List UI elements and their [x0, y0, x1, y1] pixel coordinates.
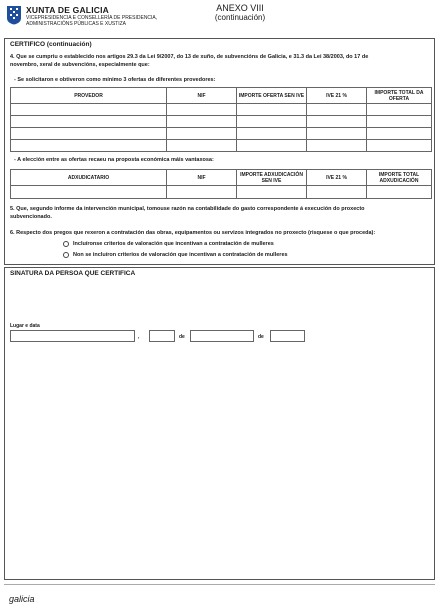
award-header-awardee: ADXUDICATARIO	[11, 170, 167, 186]
comma-separator: ,	[138, 334, 140, 340]
table-cell[interactable]	[167, 186, 237, 199]
annex-subtitle: (continuación)	[214, 13, 266, 22]
table-cell[interactable]	[367, 186, 432, 199]
table-row	[11, 104, 432, 116]
table-cell[interactable]	[11, 128, 167, 140]
table-cell[interactable]	[307, 104, 367, 116]
award-intro: - A elección entre as ofertas recaeu na proposta económica máis vantaxosa:	[14, 157, 214, 163]
de-label-1: de	[179, 334, 185, 340]
offers-intro: - Se solicitaron e obtiveron como mínimo 3 ofertas de diferentes provedores:	[14, 77, 216, 83]
offers-header-provider: PROVEDOR	[11, 88, 167, 104]
table-cell[interactable]	[307, 116, 367, 128]
org-name: XUNTA DE GALICIA	[26, 5, 110, 15]
table-row	[11, 116, 432, 128]
de-label-2: de	[258, 334, 264, 340]
table-cell[interactable]	[167, 104, 237, 116]
table-cell[interactable]	[11, 186, 167, 199]
table-cell[interactable]	[367, 140, 432, 152]
option-2-radio[interactable]	[63, 252, 69, 258]
annex-title: ANEXO VIII	[216, 3, 264, 13]
xunta-logo-icon	[6, 5, 22, 25]
place-date-label: Lugar e data	[10, 323, 40, 329]
signature-heading: SINATURA DA PERSOA QUE CERTIFICA	[10, 270, 136, 277]
table-cell[interactable]	[167, 140, 237, 152]
year-input[interactable]	[270, 330, 305, 342]
table-cell[interactable]	[237, 140, 307, 152]
offers-header-amount: IMPORTE OFERTA SEN IVE	[237, 88, 307, 104]
table-cell[interactable]	[11, 104, 167, 116]
day-input[interactable]	[149, 330, 175, 342]
table-cell[interactable]	[307, 140, 367, 152]
table-cell[interactable]	[11, 116, 167, 128]
award-table	[10, 169, 432, 199]
place-input[interactable]	[10, 330, 135, 342]
paragraph-5-line-1: 5. Que, segundo informe da intervención municipal, tomouse razón na contabilidade do gasto correspondente á execución do proxecto	[10, 206, 365, 212]
month-input[interactable]	[190, 330, 254, 342]
table-cell[interactable]	[237, 186, 307, 199]
table-cell[interactable]	[167, 116, 237, 128]
table-row	[11, 128, 432, 140]
table-row	[11, 140, 432, 152]
table-cell[interactable]	[237, 128, 307, 140]
offers-header-nif: NIF	[167, 88, 237, 104]
paragraph-4-line-2: novembro, xeral de subvencións, especialmente que:	[10, 62, 150, 68]
offers-header-vat: IVE 21 %	[307, 88, 367, 104]
option-1-label: Incluíronse criterios de valoración que incentivan a contratación de mulleres	[73, 241, 274, 247]
paragraph-5-line-2: subvencionado.	[10, 214, 52, 220]
table-cell[interactable]	[307, 128, 367, 140]
table-cell[interactable]	[11, 140, 167, 152]
paragraph-6: 6. Respecto dos pregos que rexeron a contratación das obras, equipamentos ou servizos integrados no proxecto (risquese o que proceda):	[10, 230, 376, 236]
footer-divider	[4, 584, 435, 585]
offers-header-total: IMPORTE TOTAL DA OFERTA	[367, 88, 432, 104]
table-cell[interactable]	[367, 116, 432, 128]
table-cell[interactable]	[307, 186, 367, 199]
org-department-line-2: ADMINISTRACIÓNS PÚBLICAS E XUSTIZA	[26, 21, 127, 27]
signature-section	[4, 267, 435, 580]
galicia-footer-logo: galicia	[9, 594, 35, 604]
award-header-vat: IVE 21 %	[307, 170, 367, 186]
table-cell[interactable]	[367, 104, 432, 116]
paragraph-4-line-1: 4. Que se cumpriu o establecido nos artigos 29.3 da Lei 9/2007, do 13 de xuño, de subvencións de Galicia, e 31.3 da Lei 38/2003, do 17 de	[10, 54, 369, 60]
paragraph-5	[10, 205, 432, 221]
option-2-label: Non se incluíron criterios de valoración que incentivan a contratación de mulleres	[73, 252, 288, 258]
org-department	[26, 15, 196, 27]
award-header-nif: NIF	[167, 170, 237, 186]
org-department-line-1: VICEPRESIDENCIA E CONSELLERÍA DE PRESIDENCIA,	[26, 15, 158, 21]
table-row	[11, 186, 432, 199]
table-cell[interactable]	[367, 128, 432, 140]
table-cell[interactable]	[237, 116, 307, 128]
award-header-total: IMPORTE TOTAL ADXUDICACIÓN	[367, 170, 432, 186]
offers-table	[10, 87, 432, 152]
option-1-radio[interactable]	[63, 241, 69, 247]
award-header-amount: IMPORTE ADXUDICACIÓN SEN IVE	[237, 170, 307, 186]
certificate-heading: CERTIFICO (continuación)	[10, 41, 92, 48]
table-cell[interactable]	[237, 104, 307, 116]
table-cell[interactable]	[167, 128, 237, 140]
paragraph-4	[10, 53, 430, 69]
